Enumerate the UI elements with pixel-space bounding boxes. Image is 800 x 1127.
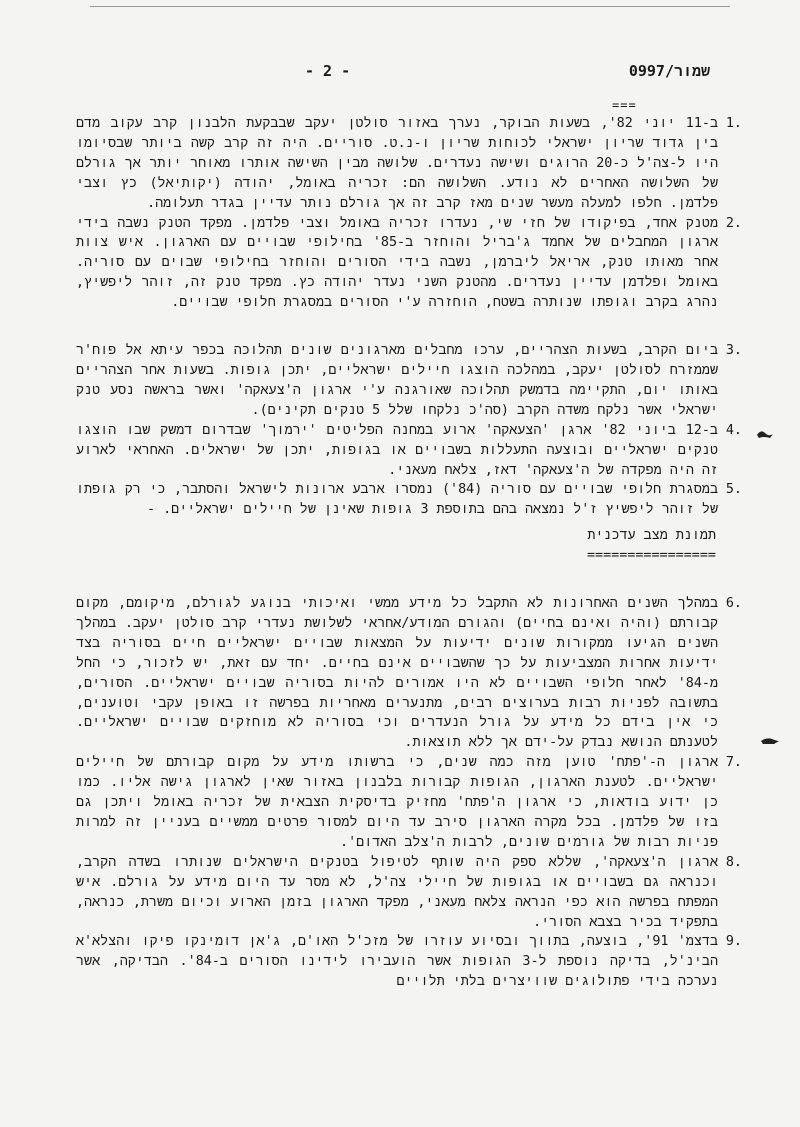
- paragraph-number: 9.: [725, 934, 742, 950]
- section-heading: תמונת מצב עדכנית: [587, 528, 716, 544]
- paragraph-8: [76, 853, 742, 933]
- paragraph-6: [76, 594, 742, 753]
- page-header: [0, 62, 800, 86]
- paragraph-number: 4.: [725, 422, 742, 438]
- paragraph-7: [76, 753, 742, 853]
- section-underline: ================: [587, 548, 716, 564]
- paragraph-2: [76, 214, 742, 314]
- document-body: [76, 114, 742, 992]
- paragraph-text: ארגון ה-'פתח' טוען מזה כמה שנים, כי ברשותו מידע על מקום קבורתם של חיילים ישראליים. לטענת הארגון, הגופות קבורות בלבנון באזור שאין לארגון גישה אליו. כמו כן ידוע בודאות, כי ארגון ה'פתח' מחזיק בדיסקית הצבאית של זכריה באומל ויתכן גם בזו של פלדמן. בכל מקרה הארגון סירב עד היום למסור פרטים ממשיים בעניין זה למרות פניות רבות של גורמים שונים, לרבות ה'צלב האדום'.: [76, 755, 718, 850]
- document-id: שמור/0997: [628, 62, 710, 80]
- paragraph-5: [76, 480, 742, 520]
- paragraph-text: ב-11 יוני 82', בשעות הבוקר, נערך באזור סולטן יעקב שבבקעת הלבנון קרב עקוב מדם בין גדוד שריון ישראלי לכוחות שריון ו-נ.ט. סוריים. היה זה קרב קשה ביותר שבסיומו היו ל-צה'ל כ-20 הרוגים ושישה נעדרים. שלושה מבין השישה אותרו מאוחר יותר אך גורלם של השלושה האחרים לא נודע. השלושה הם: זכריה באומל, יהודה (יקותיאל) כץ וצבי פלדמן. חלפו למעלה מעשר שנים מאז קרב זה אך גורלם נותר עדיין בגדר תעלומה.: [76, 116, 718, 211]
- paragraph-text: ביום הקרב, בשעות הצהריים, ערכו מחבלים מארגונים שונים תהלוכה בכפר עיתא אל פוח'ר שממזרח לסולטן יעקב, במהלכה הוצגו חיילים ישראליים, יתכן גופות. בשעות אחר הצהריים באותו יום, התקיימה בדמשק תהלוכה שאורגנה ע'י ארגון ה'צעאקה' ואשר בראשה נסע טנק ישראלי אשר נלקח משדה הקרב (סה'כ נלקחו שלל 5 טנקים תקינים).: [76, 343, 718, 418]
- paragraph-3: [76, 341, 742, 421]
- margin-pen-mark: [755, 428, 775, 440]
- paragraph-9: [76, 932, 742, 992]
- margin-pen-mark: [760, 735, 780, 747]
- paragraph-number: 8.: [725, 854, 742, 870]
- paragraph-text: מטנק אחד, בפיקודו של חזי שי, נעדרו זכריה באומל וצבי פלדמן. מפקד הטנק נשבה בידי ארגון המחבלים של אחמד ג'בריל והוחזר ב-85' בחילופי שבויים עם הארגון. איש צוות אחר מאותו טנק, אריאל ליברמן, נשבה בידי הסורים והוחזר בחילופי שבוים עם סוריה. באומל ופלדמן עדיין נעדרים. מהטנק השני נעדר יהודה כץ. מפקד טנק זה, זוהר ליפשיץ, נהרג בקרב וגופתו שנותרה בשטח, הוחזרה ע'י הסורים במסגרת חלופי שבויים.: [76, 215, 718, 311]
- paragraph-text: ב-12 ביוני 82' ארגן 'הצעאקה' ארוע במחנה הפליטים 'ירמוך' שבדרום דמשק שבו הוצגו טנקים ישראליים ובוצעה התעללות בשבויים או בגופות, יתכן של ישראלים. האחראי לארוע זה היה מפקדה של ה'צעאקה' דאז, צלאח מעאני.: [76, 422, 718, 478]
- paragraph-text: במסגרת חלופי שבויים עם סוריה (84') נמסרו ארבע ארונות לישראל והסתבר, כי רק גופתו של זוהר ליפשיץ ז'ל נמצאה בהם בתוספת 3 גופות שאינן של חיילים ישראליים. -: [76, 482, 718, 518]
- paragraph-number: 2.: [725, 215, 742, 231]
- paragraph-number: 1.: [725, 116, 742, 131]
- paragraph-number: 7.: [725, 755, 742, 771]
- paragraph-text: בדצמ' 91', בוצעה, בתווך ובסיוע עוזרו של מזכ'ל האו'ם, ג'אן דומינקו פיקו והצלא'א הבינ'ל, בדיקה נוספת ל-3 הגופות אשר הועבירו לידינו הסורים ב-84'. הבדיקה, אשר נערכה בידי פתולוגים שוויצרים בלתי תלויים: [76, 934, 718, 990]
- page-number: - 2 -: [305, 62, 351, 80]
- separator-marker: ===: [612, 98, 637, 112]
- paragraph-4: [76, 421, 742, 481]
- paragraph-number: 5.: [725, 482, 742, 498]
- paragraph-text: ארגון ה'צעאקה', שללא ספק היה שותף לטיפול בטנקים הישראלים שנותרו בשדה הקרב, וכנראה גם בשבויים או בגופות של חיילי צה'ל, לא מסר עד היום מידע על גורלם. איש המפתח בפרשה הוא כפי הנראה צלאח מעאני, מפקד הארגון בזמן הארוע וכיום משרת, כנראה, בתפקיד בכיר בצבא הסורי.: [76, 854, 718, 930]
- paragraph-number: 6.: [725, 596, 742, 612]
- paragraph-text: במהלך השנים האחרונות לא התקבל כל מידע ממשי ואיכותי בנוגע לגורלם, מיקומם, מקום קבורתם (והיה ואינם בחיים) והגורם המודע/אחראי לשלושת נעדרי קרב סולטן יעקב. במהלך השנים הגיעו ממקורות שונים ידיעות על המצאות שבויים ישראליים חיים בסוריה בצד ידיעות אחרות המצביעות על כך שהשבויים אינם בחיים. יחד עם זאת, יש לזכור, כי החל מ-84' לאחר חלופי השבויים לא היו אמורים להיות בסוריה שבויים ישראליים. הסורים, בתשובה לפניות רבות בערוצים רבים, מתנערים מאחריות בפרשה זו באופן עקבי וטוענים, כי אין בידם כל מידע על גורל הנעדרים וכי בסוריה לא מוחזקים שבויים ישראליים. לטענתם הנושא נבדק על-ידם אך ללא תוצאות.: [76, 596, 718, 751]
- top-rule: [90, 6, 730, 7]
- paragraph-number: 3.: [725, 343, 742, 359]
- paragraph-1: [76, 114, 742, 214]
